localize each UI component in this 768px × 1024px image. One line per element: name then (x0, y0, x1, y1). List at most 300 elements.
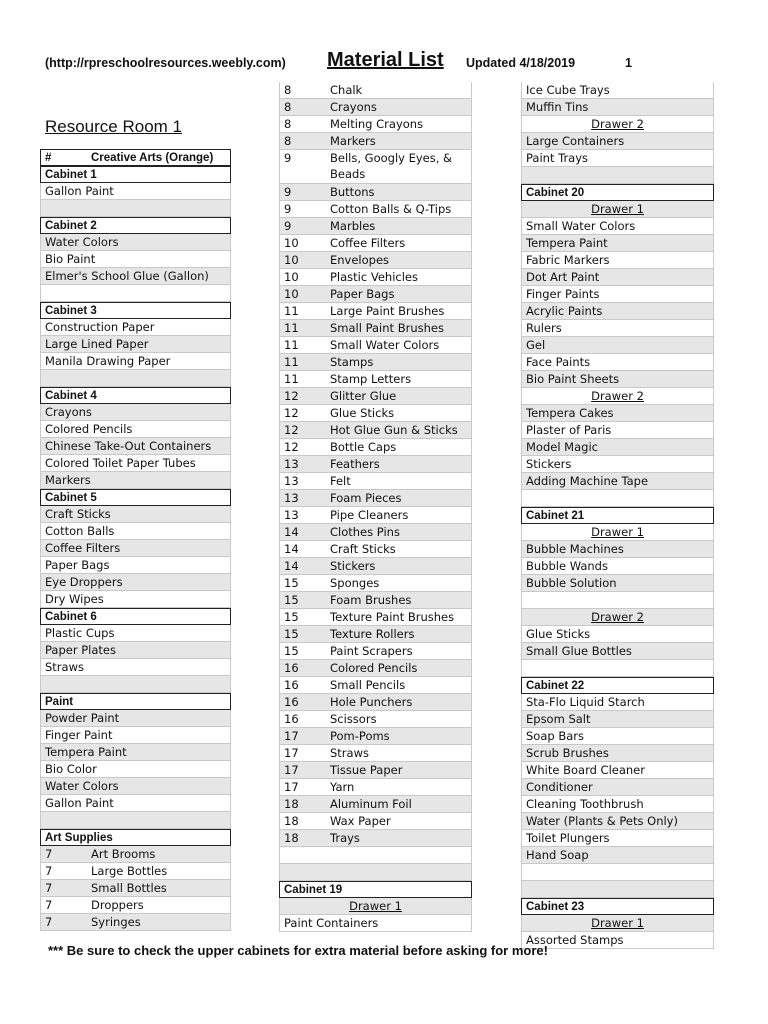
item-number: 15 (284, 576, 299, 590)
item-name: Face Paints (526, 355, 591, 369)
list-row (40, 880, 231, 897)
list-row (279, 796, 472, 813)
item-number: 8 (284, 100, 292, 114)
item-number: 16 (284, 661, 299, 675)
list-row (279, 133, 472, 150)
list-row (279, 898, 472, 915)
list-row (40, 693, 231, 710)
drawer-label-text: Drawer 2 (591, 389, 644, 403)
list-row (521, 490, 714, 507)
list-row (279, 303, 472, 320)
item-name: Bubble Wands (526, 559, 608, 573)
list-row (279, 269, 472, 286)
list-row (521, 592, 714, 609)
list-row (521, 915, 714, 932)
item-name: Epsom Salt (526, 712, 591, 726)
item-number: 7 (45, 898, 53, 912)
item-name: Straws (330, 746, 369, 760)
item-number: 9 (284, 151, 292, 165)
item-name: Tempera Paint (526, 236, 608, 250)
item-number: 18 (284, 814, 299, 828)
item-number: 11 (284, 372, 299, 386)
item-name: Finger Paints (526, 287, 600, 301)
section-heading: Cabinet 23 (526, 901, 585, 913)
item-name: Pom-Poms (330, 729, 390, 743)
list-row (521, 558, 714, 575)
list-row (521, 405, 714, 422)
item-name: Tissue Paper (330, 763, 403, 777)
list-row (521, 762, 714, 779)
item-name: White Board Cleaner (526, 763, 645, 777)
item-number: 15 (284, 593, 299, 607)
section-heading: Art Supplies (45, 832, 113, 844)
item-name: Paper Bags (330, 287, 395, 301)
item-name: Model Magic (526, 440, 598, 454)
item-name: Plaster of Paris (526, 423, 612, 437)
list-row (521, 473, 714, 490)
list-row (279, 643, 472, 660)
list-row (40, 727, 231, 744)
section-heading: Cabinet 2 (45, 220, 97, 232)
item-number: 10 (284, 236, 299, 250)
item-name: Eye Droppers (45, 575, 123, 589)
item-name: Aluminum Foil (330, 797, 412, 811)
column-cabinets (521, 82, 714, 949)
list-row (40, 149, 231, 166)
item-number: 12 (284, 440, 299, 454)
item-name: Glue Sticks (330, 406, 395, 420)
item-number: 17 (284, 729, 299, 743)
item-name: Large Containers (526, 134, 625, 148)
item-name: Toilet Plungers (526, 831, 610, 845)
list-row (521, 694, 714, 711)
list-row (40, 540, 231, 557)
item-name: Manila Drawing Paper (45, 354, 171, 368)
list-row (521, 745, 714, 762)
list-row (521, 235, 714, 252)
item-number: 15 (284, 610, 299, 624)
item-number: 12 (284, 389, 299, 403)
list-row (279, 150, 472, 184)
list-row (521, 252, 714, 269)
item-name: Construction Paper (45, 320, 155, 334)
item-name: Hot Glue Gun & Sticks (330, 423, 458, 437)
item-name: Large Bottles (91, 864, 168, 878)
list-row (521, 830, 714, 847)
page-number: 1 (625, 56, 632, 70)
item-name: Paint Containers (284, 916, 379, 930)
list-row (40, 421, 231, 438)
item-name: Bubble Solution (526, 576, 617, 590)
list-row (521, 932, 714, 949)
item-number: 12 (284, 423, 299, 437)
item-name: Buttons (330, 185, 375, 199)
list-row (40, 251, 231, 268)
list-row (279, 201, 472, 218)
list-row (40, 557, 231, 574)
list-row (40, 676, 231, 693)
list-row (521, 99, 714, 116)
item-name: Bells, Googly Eyes, & Beads (330, 151, 453, 181)
item-name: Powder Paint (45, 711, 120, 725)
list-row (521, 269, 714, 286)
item-number: 9 (284, 185, 292, 199)
item-name: Dot Art Paint (526, 270, 600, 284)
item-name: Felt (330, 474, 351, 488)
item-name: Art Brooms (91, 847, 156, 861)
list-row (40, 489, 231, 506)
list-row (40, 217, 231, 234)
list-row (40, 642, 231, 659)
item-number: 7 (45, 847, 53, 861)
item-name: Small Pencils (330, 678, 406, 692)
drawer-label (522, 388, 713, 405)
item-number: 15 (284, 644, 299, 658)
list-row (40, 574, 231, 591)
drawer-label-text: Drawer 1 (591, 916, 644, 930)
updated-date: Updated 4/18/2019 (466, 56, 576, 70)
list-row (521, 82, 714, 99)
item-name: Stickers (526, 457, 572, 471)
list-row (521, 388, 714, 405)
item-number: 16 (284, 712, 299, 726)
item-number: 7 (45, 881, 53, 895)
item-name: Rulers (526, 321, 562, 335)
item-number: 9 (284, 202, 292, 216)
item-name: Wax Paper (330, 814, 391, 828)
list-row (521, 626, 714, 643)
list-row (279, 745, 472, 762)
list-row (279, 286, 472, 303)
item-number: 13 (284, 457, 299, 471)
list-row (279, 779, 472, 796)
item-name: Water (Plants & Pets Only) (526, 814, 678, 828)
item-name: Glitter Glue (330, 389, 397, 403)
list-row (279, 337, 472, 354)
item-name: Stamp Letters (330, 372, 412, 386)
list-row (279, 711, 472, 728)
list-row (521, 371, 714, 388)
item-name: Clothes Pins (330, 525, 400, 539)
list-row (521, 541, 714, 558)
item-number: 17 (284, 746, 299, 760)
item-number: 8 (284, 117, 292, 131)
list-row (279, 626, 472, 643)
item-number: 18 (284, 831, 299, 845)
list-row (40, 336, 231, 353)
list-row (279, 235, 472, 252)
item-name: Acrylic Paints (526, 304, 603, 318)
section-heading: Cabinet 6 (45, 611, 97, 623)
item-number: 13 (284, 491, 299, 505)
item-number: 11 (284, 321, 299, 335)
section-heading: Paint (45, 696, 74, 708)
section-heading: Cabinet 20 (526, 187, 585, 199)
item-number: 13 (284, 474, 299, 488)
item-number: 8 (284, 83, 292, 97)
drawer-label (522, 915, 713, 932)
item-number: 11 (284, 304, 299, 318)
item-name: Scrub Brushes (526, 746, 609, 760)
list-row (521, 813, 714, 830)
item-name: Dry Wipes (45, 592, 104, 606)
list-row (279, 473, 472, 490)
item-number: 11 (284, 338, 299, 352)
item-name: Chalk (330, 83, 363, 97)
item-name: Bio Paint (45, 252, 96, 266)
item-number: 12 (284, 406, 299, 420)
item-number: # (45, 152, 52, 164)
drawer-label-text: Drawer 1 (591, 202, 644, 216)
section-heading: Cabinet 1 (45, 169, 97, 181)
item-name: Glue Sticks (526, 627, 591, 641)
list-row (521, 660, 714, 677)
list-row (40, 234, 231, 251)
list-row (521, 881, 714, 898)
list-row (279, 694, 472, 711)
item-name: Hand Soap (526, 848, 589, 862)
item-name: Elmer's School Glue (Gallon) (45, 269, 209, 283)
list-row (521, 167, 714, 184)
item-name: Scissors (330, 712, 377, 726)
source-url: (http://rpreschoolresources.weebly.com) (45, 56, 286, 70)
list-row (279, 575, 472, 592)
drawer-label (522, 524, 713, 541)
item-number: 14 (284, 559, 299, 573)
list-row (279, 99, 472, 116)
item-name: Cotton Balls & Q-Tips (330, 202, 452, 216)
drawer-label (280, 898, 471, 915)
item-name: Gallon Paint (45, 796, 114, 810)
list-row (40, 591, 231, 608)
list-row (521, 184, 714, 201)
item-name: Tempera Cakes (526, 406, 614, 420)
list-row (521, 847, 714, 864)
item-name: Paint Trays (526, 151, 589, 165)
item-name: Sta-Flo Liquid Starch (526, 695, 645, 709)
list-row (40, 353, 231, 370)
item-name: Straws (45, 660, 84, 674)
section-heading: Creative Arts (Orange) (91, 152, 214, 164)
list-row (40, 472, 231, 489)
item-name: Crayons (45, 405, 92, 419)
item-name: Paper Plates (45, 643, 116, 657)
list-row (279, 660, 472, 677)
item-number: 7 (45, 864, 53, 878)
list-row (521, 354, 714, 371)
list-row (521, 201, 714, 218)
item-name: Tempera Paint (45, 745, 127, 759)
drawer-label (522, 201, 713, 218)
list-row (521, 864, 714, 881)
list-row (40, 319, 231, 336)
list-row (40, 795, 231, 812)
item-name: Crayons (330, 100, 377, 114)
item-number: 17 (284, 780, 299, 794)
list-row (279, 813, 472, 830)
item-name: Colored Pencils (330, 661, 418, 675)
list-row (40, 863, 231, 880)
list-row (279, 490, 472, 507)
list-row (40, 183, 231, 200)
item-name: Small Bottles (91, 881, 167, 895)
item-number: 16 (284, 678, 299, 692)
item-number: 9 (284, 219, 292, 233)
item-name: Cotton Balls (45, 524, 115, 538)
item-number: 11 (284, 355, 299, 369)
list-row (521, 218, 714, 235)
item-name: Assorted Stamps (526, 933, 624, 947)
item-name: Soap Bars (526, 729, 584, 743)
list-row (40, 778, 231, 795)
list-row (279, 609, 472, 626)
section-heading: Cabinet 5 (45, 492, 97, 504)
item-number: 15 (284, 627, 299, 641)
list-row (40, 761, 231, 778)
list-row (40, 455, 231, 472)
item-name: Small Paint Brushes (330, 321, 444, 335)
item-name: Paper Bags (45, 558, 110, 572)
item-name: Envelopes (330, 253, 390, 267)
item-name: Chinese Take-Out Containers (45, 439, 212, 453)
item-name: Pipe Cleaners (330, 508, 409, 522)
section-heading: Cabinet 22 (526, 680, 585, 692)
list-row (521, 677, 714, 694)
list-row (521, 779, 714, 796)
list-row (40, 285, 231, 302)
list-row (40, 914, 231, 931)
list-row (279, 762, 472, 779)
list-row (40, 659, 231, 676)
list-row (40, 744, 231, 761)
list-row (279, 915, 472, 932)
item-name: Muffin Tins (526, 100, 589, 114)
drawer-label-text: Drawer 2 (591, 610, 644, 624)
list-row (40, 166, 231, 183)
item-number: 18 (284, 797, 299, 811)
list-row (279, 184, 472, 201)
list-row (521, 303, 714, 320)
item-number: 14 (284, 525, 299, 539)
list-row (521, 286, 714, 303)
item-name: Conditioner (526, 780, 593, 794)
list-row (40, 404, 231, 421)
item-name: Large Lined Paper (45, 337, 149, 351)
item-name: Colored Toilet Paper Tubes (45, 456, 196, 470)
item-name: Stamps (330, 355, 374, 369)
item-name: Stickers (330, 559, 376, 573)
list-row (279, 252, 472, 269)
item-number: 17 (284, 763, 299, 777)
list-row (279, 371, 472, 388)
item-name: Foam Pieces (330, 491, 402, 505)
list-row (40, 625, 231, 642)
list-row (521, 898, 714, 915)
list-row (279, 541, 472, 558)
list-row (521, 609, 714, 626)
list-row (40, 846, 231, 863)
item-name: Small Water Colors (330, 338, 440, 352)
list-row (279, 592, 472, 609)
item-name: Plastic Cups (45, 626, 115, 640)
item-number: 10 (284, 253, 299, 267)
drawer-label-text: Drawer 2 (591, 117, 644, 131)
footer-note: *** Be sure to check the upper cabinets for extra material before asking for more! (48, 943, 548, 958)
item-name: Melting Crayons (330, 117, 424, 131)
list-row (40, 897, 231, 914)
item-name: Paint Scrapers (330, 644, 413, 658)
item-name: Hole Punchers (330, 695, 413, 709)
list-row (279, 507, 472, 524)
item-name: Bubble Machines (526, 542, 624, 556)
item-name: Craft Sticks (330, 542, 396, 556)
list-row (40, 710, 231, 727)
list-row (40, 608, 231, 625)
drawer-label (522, 116, 713, 133)
list-row (521, 524, 714, 541)
item-name: Finger Paint (45, 728, 113, 742)
item-name: Gel (526, 338, 546, 352)
item-name: Small Water Colors (526, 219, 636, 233)
list-row (40, 302, 231, 319)
column-creative-arts (40, 149, 231, 931)
item-name: Droppers (91, 898, 144, 912)
item-name: Water Colors (45, 779, 119, 793)
item-name: Craft Sticks (45, 507, 111, 521)
list-row (40, 829, 231, 846)
item-name: Fabric Markers (526, 253, 610, 267)
list-row (521, 575, 714, 592)
item-name: Cleaning Toothbrush (526, 797, 644, 811)
room-title: Resource Room 1 (45, 117, 183, 136)
item-name: Adding Machine Tape (526, 474, 649, 488)
item-name: Yarn (330, 780, 355, 794)
item-number: 14 (284, 542, 299, 556)
item-number: 10 (284, 270, 299, 284)
list-row (279, 439, 472, 456)
list-row (40, 438, 231, 455)
item-name: Coffee Filters (330, 236, 406, 250)
item-name: Syringes (91, 915, 141, 929)
list-row (40, 268, 231, 285)
list-row (279, 830, 472, 847)
list-row (279, 82, 472, 99)
list-row (279, 864, 472, 881)
list-row (521, 439, 714, 456)
drawer-label-text: Drawer 1 (349, 899, 402, 913)
item-name: Markers (45, 473, 91, 487)
list-row (279, 422, 472, 439)
item-name: Texture Rollers (330, 627, 415, 641)
list-row (40, 506, 231, 523)
list-row (521, 796, 714, 813)
list-row (40, 370, 231, 387)
item-name: Sponges (330, 576, 380, 590)
item-name: Gallon Paint (45, 184, 114, 198)
drawer-label (522, 609, 713, 626)
list-row (279, 218, 472, 235)
section-heading: Cabinet 3 (45, 305, 97, 317)
list-row (279, 388, 472, 405)
list-row (279, 881, 472, 898)
list-row (40, 387, 231, 404)
list-row (279, 456, 472, 473)
item-name: Foam Brushes (330, 593, 412, 607)
item-name: Coffee Filters (45, 541, 121, 555)
list-row (521, 422, 714, 439)
list-row (279, 320, 472, 337)
list-row (279, 847, 472, 864)
